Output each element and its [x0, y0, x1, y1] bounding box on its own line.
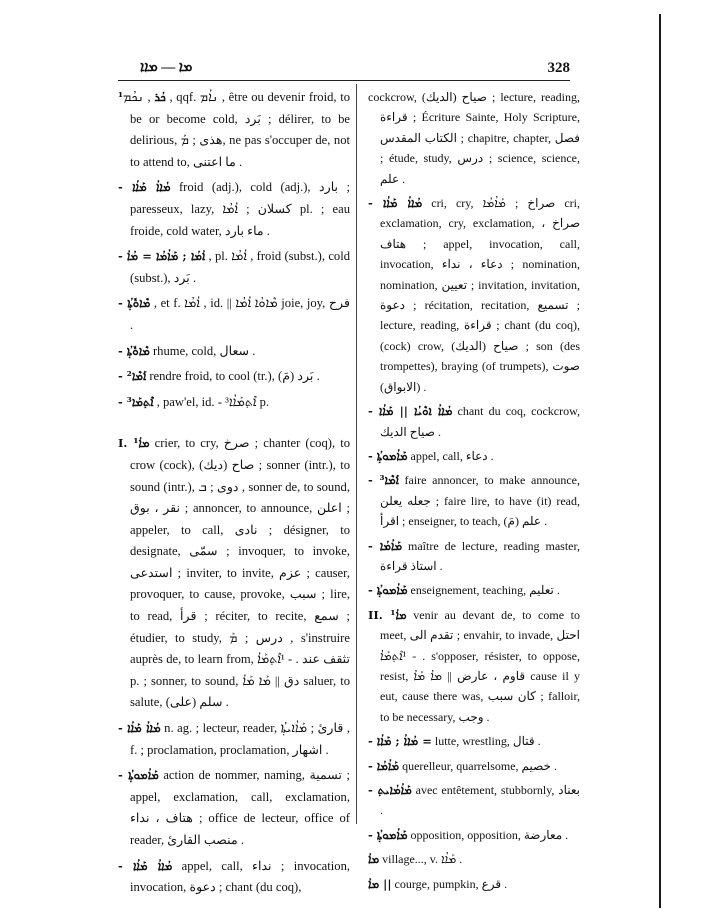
- entry-text: venir au devant de, to come to meet, تقدم الى ; envahir, to invade, احتل . - ¹ܐܶܬ̣ܡܰܐܳ s'opposer, résister, to oppose, resist, قاوم ، عارض || ܡܐܳ ܡܰܐܳ cause il y eut, cause there was, كان سبب ; falloir, to be necessary, وجب .: [380, 607, 581, 724]
- entry-text: chant du coq, cockcrow, صياح الديك .: [380, 404, 580, 439]
- entry-headword: - ܡܰܐܳܡܘܬ̣ܳܐ: [118, 768, 159, 783]
- entry-headword: I. ¹ܡܐܳ: [118, 436, 150, 451]
- dictionary-entry: [368, 825, 580, 845]
- dictionary-entry: [368, 87, 580, 189]
- entry-headword: - ܡܰܐܳܡܘܬ̣ܳܐ: [368, 827, 408, 842]
- entry-headword: ¹ܟܳܪ: [118, 90, 166, 104]
- entry-text: courge, pumpkin, قرع .: [391, 876, 508, 891]
- dictionary-entry: [118, 856, 350, 899]
- entry-headword: II. ¹ܡܐܳ: [368, 607, 407, 622]
- entry-text: , et f. ܐܳܡܳܐ , id. || ܡܶܐܘܳܐ ܐܳܡܳܐ joie, joy, فرح .: [130, 296, 350, 332]
- running-header: [118, 60, 570, 80]
- entry-text: enseignement, teaching, تعليم .: [407, 583, 560, 598]
- dictionary-entry: [368, 756, 580, 776]
- dictionary-entry: [368, 605, 580, 727]
- dictionary-entry: [118, 341, 350, 363]
- entry-headword: - ܡܳܐܐܳ ܡܰܐܳܐ: [118, 858, 173, 873]
- dictionary-entry: [368, 849, 580, 869]
- entry-headword: - ܡܳܐܐܳ ; ܡܰܐܳܐ =: [368, 734, 432, 749]
- entry-headword: - ³ܐܶܬ̣ܡܰܐ: [118, 394, 154, 409]
- entry-text: cockcrow, صياح (الديك) ; lecture, reading, قراءة ; Écriture Sainte, Holy Scripture, الكتاب المقدس ; chapitre, chapter, فصل ; étude, study, درس ; science, science, علم .: [368, 90, 581, 186]
- dictionary-entry: [118, 293, 350, 336]
- dictionary-entry: [368, 731, 580, 751]
- dictionary-entry: [368, 470, 580, 531]
- dictionary-entry: [118, 177, 350, 242]
- left-column: [118, 87, 350, 903]
- entry-text: querelleur, quarrelsome, خصيم .: [399, 758, 557, 773]
- entry-text: avec entêtement, stubbornly, بعناد .: [380, 783, 580, 818]
- entry-text: appel, call, دعاء .: [407, 448, 494, 463]
- dictionary-entry: [368, 874, 580, 894]
- entry-headword: - ²ܐܰܡܶܐ: [118, 369, 147, 384]
- entry-headword: - ܡܰܐܳܡܘܬ̣ܳܐ: [368, 448, 408, 463]
- entry-headword: - ܡܰܐܳܡܘܬ̣ܳܐ: [368, 583, 408, 598]
- entry-text: n. ag. ; lecteur, reader, قارئ ; ܡܰܐܳܐܝܬ̣ܳܐ , f. ; proclamation, proclamation, اشهار .: [130, 721, 351, 757]
- entry-text: maître de lecture, reading master, استاذ قراءة .: [380, 538, 580, 573]
- entry-text: , paw'el, id. - ³ܐܶܬ̣ܡܰܐܳܐ p.: [153, 394, 270, 409]
- right-column: [368, 87, 580, 898]
- entry-headword: - ܐܳܡܳܐ ; ܡܰܐܳܡܳܐ = ܡܳܐܳ: [118, 249, 206, 264]
- dictionary-entry: [118, 366, 350, 388]
- entry-headword: - ܡܰܐܳܡܳܐܝܬ̣: [368, 783, 412, 797]
- entry-text: action de nommer, naming, تسمية ; appel, exclamation, call, exclamation, هتاف ، نداء ; office de lecteur, office of reader, منصب القارئ .: [130, 768, 350, 847]
- entry-headword: - ܡܶܐܘܽܬ̣ܳܐ: [118, 343, 150, 358]
- entry-text: froid (adj.), cold (adj.), بارد ; paresseux, lazy, كسلان ; ܐܳܡܳܐ pl. ; eau froide, cold water, ماء بارد .: [130, 180, 350, 238]
- entry-headword: - ܡܶܐܘܽܬ̣ܳܐ: [118, 296, 151, 311]
- dictionary-entry: [118, 765, 350, 851]
- entry-text: faire annoncer, to make announce, جعله يعلن ; faire lire, to have (it) read, اقرأ ; enseigner, to teach, علم (مَ) .: [380, 473, 580, 529]
- entry-headword: - ܡܰܐܳܡܳܐ: [368, 758, 400, 773]
- dictionary-entry: [368, 193, 580, 397]
- entry-headword: - ܡܳܐܐܳ ܡܰܐܳܐ: [118, 180, 171, 195]
- entry-headword: ܡܐܳ ||: [368, 876, 392, 891]
- header-headwords: ܡܐ — ܡܐܐ: [140, 60, 193, 75]
- entry-text: cri, cry, صراخ ; ܡܰܐܳܡܳܐ cri, exclamation, cry, exclamation, صراخ ، هتاف ; appel, invocation, call, invocation, دعاء ، نداء ; nomination, nomination, تعيين ; invitation, invitation, دعوة ; récitation, recitation, تسميع ; lecture, reading, قراءة ; chant (du coq), (cock) crow, صياح (الديك) ; son (des trompettes), braying (of trumpets), صوت (الابواق) .: [380, 196, 581, 394]
- entry-text: village..., v. ܡܰܐܳܐ .: [379, 852, 463, 867]
- dictionary-entry: [368, 536, 580, 577]
- dictionary-entry: [118, 87, 350, 173]
- entry-text: rhume, cold, سعال .: [149, 343, 256, 358]
- page-number: 328: [547, 60, 570, 76]
- header-rule: [118, 80, 570, 81]
- page-edge-rule: [659, 14, 661, 908]
- entry-headword: ܡܐܳ: [368, 852, 380, 867]
- entry-headword: - ³ܐܰܡܶܐ: [368, 473, 399, 488]
- dictionary-entry: [368, 401, 580, 442]
- entry-headword: - ܡܳܐܐܳ ܡܰܐܳܐ: [368, 196, 423, 211]
- dictionary-entry: [368, 446, 580, 466]
- entry-text: appel, call, نداء ; invocation, invocation, دعوة ; chant (du coq),: [130, 858, 351, 895]
- column-divider: [356, 84, 357, 824]
- dictionary-entry: [368, 580, 580, 600]
- dictionary-entry: [118, 392, 350, 414]
- dictionary-entry: [118, 246, 350, 289]
- dictionary-entry: [118, 433, 350, 714]
- entry-headword: - ܡܰܐܳܡܳܐ: [368, 538, 403, 553]
- entry-text: rendre froid, to cool (tr.), بَرد (مَ) .: [146, 369, 320, 384]
- entry-headword: - ܡܳܐܐܳ ܐܘܶܝܳܐ || ܡܰܐܳܐ: [368, 404, 453, 419]
- entry-text: crier, to cry, صرخ ; chanter (coq), to crow (cock), صاح (ديك) ; sonner (intr.), to sound (intr.), دوى ; ܒ , sonner de, to sound, نقر ، بوق ; annoncer, to announce, اعلن ; appeler, to call, نادى ; désigner, to designate, سمّى ; invoquer, to invoke, استدعى ; inviter, to invite, عزم ; causer, provoquer, to cause, provoke, سبب ; lire, to read, قرأ ; réciter, to recite, سمع ; étudier, to study, درس ; ܡܰ , s'instruire auprès de, to learn from, تثقف عند . - ¹ܐܶܬ̣ܡܰܐܳ p. ; sonner, to sound, دق || ܡܰܐ ܡܰܐܳ saluer, to salute, سلم (على) .: [130, 436, 351, 710]
- dictionary-entry: [368, 780, 580, 821]
- entry-text: lutte, wrestling, قتال .: [431, 734, 541, 749]
- entry-text: opposition, opposition, معارضة .: [407, 827, 569, 842]
- entry-headword: - ܡܳܐܐܳ ܡܰܐܳܐ: [118, 721, 161, 736]
- entry-text: , ܢܟܳܡ , qqf. ܢܐܳܡ , être ou devenir froid, to be or become cold, بَرد ; délirer, to be delirious, هذى ; ܡܰ, ne pas s'occuper de, not to attend to, ما اعتنى .: [123, 90, 351, 169]
- dictionary-entry: [118, 718, 350, 761]
- entry-text: , pl. ܐܳܡܳܐ , froid (subst.), cold (subst.), بَرد .: [130, 249, 350, 285]
